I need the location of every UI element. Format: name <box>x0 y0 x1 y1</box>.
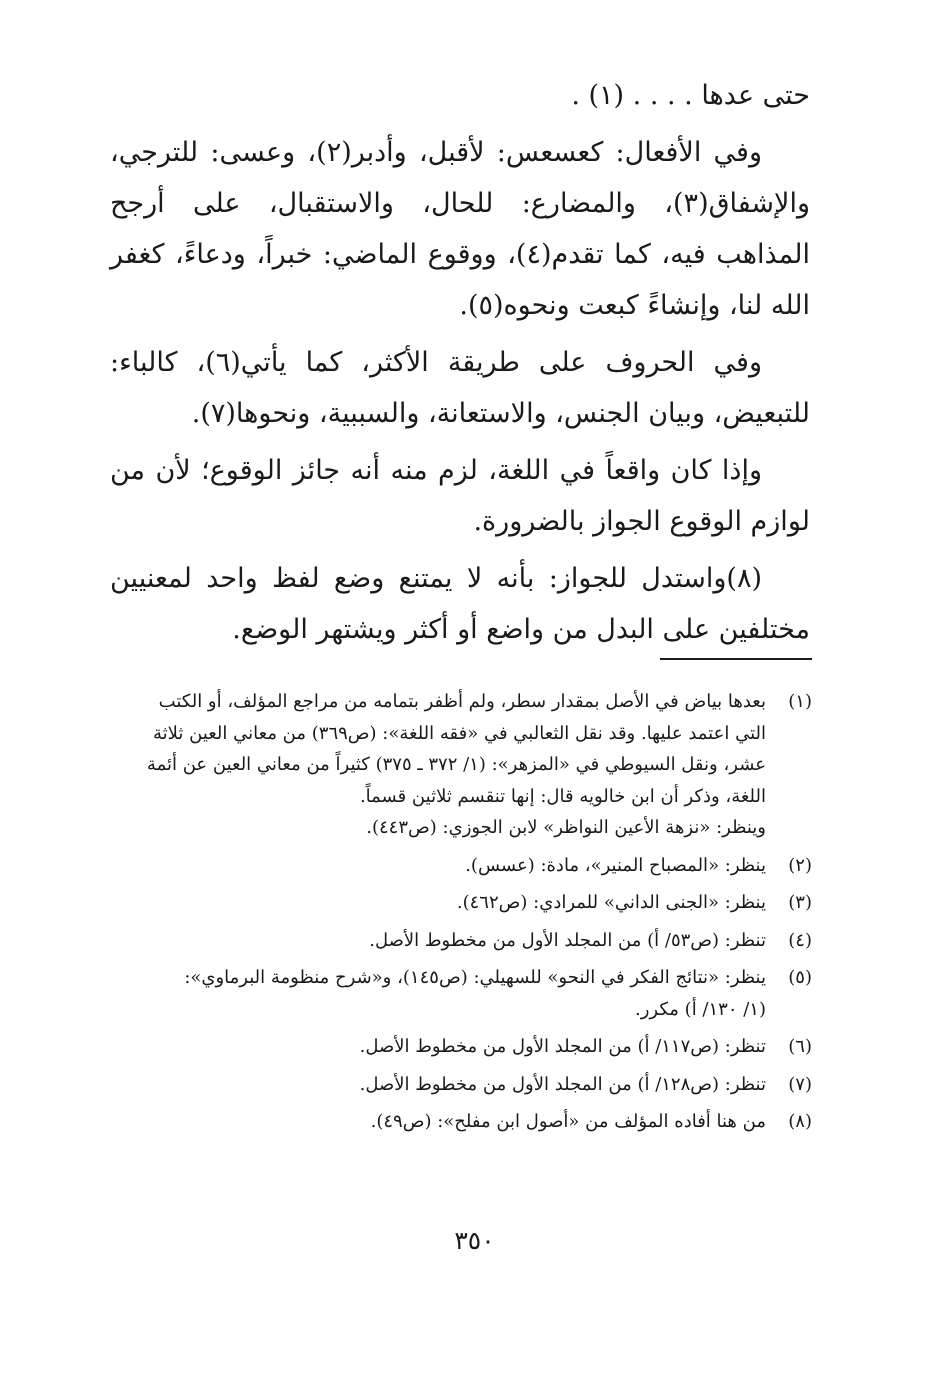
paragraph-5: (٨)واستدل للجواز: بأنه لا يمتنع وضع لفظ واحد لمعنيين مختلفين على البدل من واضع أو أكثر ويشتهر الوضع. <box>110 563 810 645</box>
paragraph-2: وفي الأفعال: كعسعس: لأقبل، وأدبر(٢)، وعسى: للترجي، والإشفاق(٣)، والمضارع: للحال، والاستقبال، على أرجح المذاهب فيه، كما تقدم(٤)، ووقوع الماضي: خبراً، ودعاءً، كغفر الله لنا، وإنشاءً كبعت ونحوه(٥). <box>110 137 810 321</box>
footnote-number: (٧) <box>788 1073 812 1095</box>
footnote-number: (٤) <box>788 929 812 951</box>
footnote-8 <box>112 1106 812 1138</box>
page-number: ٣٥٠ <box>454 1226 495 1255</box>
footnote-line: عشر، ونقل السيوطي في «المزهر»: (١/ ٣٧٢ ـ ٣٧٥) كثيراً من معاني العين عن أئمة <box>146 754 766 775</box>
footnote-number: (١) <box>788 691 812 712</box>
footnote-line: ينظر: «الجنى الداني» للمرادي: (ص٤٦٢). <box>456 892 766 913</box>
footnote-7 <box>112 1069 812 1101</box>
footnote-6 <box>112 1031 812 1063</box>
footnote-text <box>112 925 766 957</box>
footnote-line: ينظر: «المصباح المنير»، مادة: (عسس). <box>465 854 766 876</box>
footnote-text <box>112 962 766 1025</box>
footnote-line: اللغة، وذكر أن ابن خالويه قال: إنها تنقسم ثلاثين قسماً. <box>359 785 766 807</box>
footnote-5 <box>112 962 812 1025</box>
footnote-line: وينظر: «نزهة الأعين النواظر» لابن الجوزي: (ص٤٤٣). <box>366 817 766 838</box>
footnote-number: (٥) <box>788 967 812 988</box>
paragraph-1: حتى عدها . . . . (١) . <box>571 80 810 111</box>
footnote-number: (٣) <box>788 892 812 913</box>
footnote-1 <box>112 686 812 844</box>
footnote-separator <box>660 658 812 660</box>
main-text <box>110 70 810 661</box>
footnote-line: تنظر: (ص١١٧/ أ) من المجلد الأول من مخطوط الأصل. <box>359 1036 766 1057</box>
footnote-line: التي اعتمد عليها. وقد نقل الثعالبي في «فقه اللغة»: (ص٣٦٩) من معاني العين ثلاثة <box>152 722 766 744</box>
paragraph-4: وإذا كان واقعاً في اللغة، لزم منه أنه جائز الوقوع؛ لأن من لوازم الوقوع الجواز بالضرورة. <box>110 455 810 537</box>
footnote-text <box>112 850 766 882</box>
footnote-line: ينظر: «نتائج الفكر في النحو» للسهيلي: (ص١٤٥)، و«شرح منظومة البرماوي»: <box>184 967 766 988</box>
footnote-number: (٨) <box>788 1111 812 1132</box>
footnote-2 <box>112 850 812 882</box>
footnotes <box>112 686 812 1144</box>
footnote-line: بعدها بياض في الأصل بمقدار سطر، ولم أظفر بتمامه من مراجع المؤلف، أو الكتب <box>158 691 766 712</box>
footnote-4 <box>112 925 812 957</box>
footnote-text <box>112 1069 766 1101</box>
footnote-line: تنظر: (ص٥٣/ أ) من المجلد الأول من مخطوط الأصل. <box>369 929 766 951</box>
footnote-3 <box>112 887 812 919</box>
footnote-text <box>112 887 766 919</box>
footnote-number: (٢) <box>788 854 812 876</box>
footnote-line: من هنا أفاده المؤلف من «أصول ابن مفلح»: (ص٤٩). <box>370 1111 766 1132</box>
footnote-number: (٦) <box>788 1036 812 1057</box>
footnote-text <box>112 1031 766 1063</box>
footnote-text <box>112 1106 766 1138</box>
footnote-line: تنظر: (ص١٢٨/ أ) من المجلد الأول من مخطوط الأصل. <box>359 1073 766 1095</box>
paragraph-3: وفي الحروف على طريقة الأكثر، كما يأتي(٦)، كالباء: للتبعيض، وبيان الجنس، والاستعانة، والسببية، ونحوها(٧). <box>110 347 810 429</box>
footnote-text <box>112 686 766 844</box>
footnote-line: (١/ ١٣٠/ أ) مكرر. <box>635 998 766 1020</box>
